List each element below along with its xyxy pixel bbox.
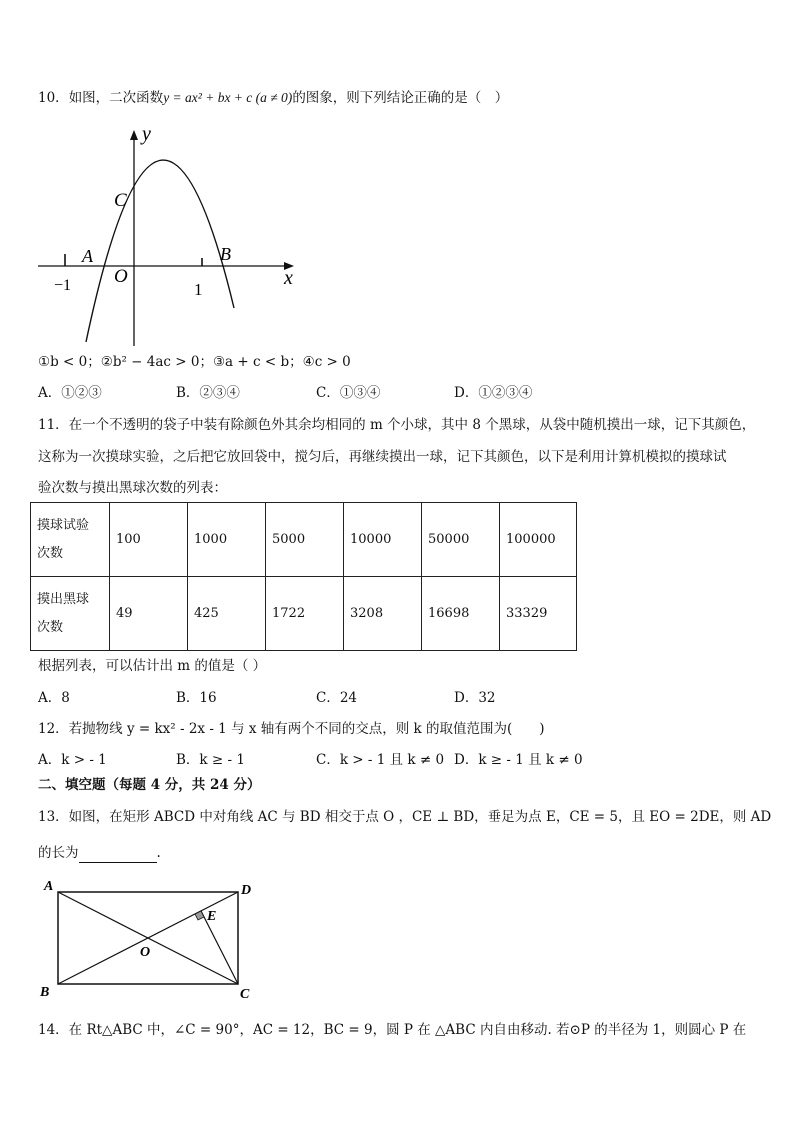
q11-question: 根据列表，可以估计出 m 的值是（ ） bbox=[38, 658, 267, 674]
q11-option-b[interactable]: B．16 bbox=[176, 690, 217, 706]
q13-line2 bbox=[38, 843, 161, 863]
table-cell: 100 bbox=[110, 503, 188, 577]
q13-line2-suffix: . bbox=[156, 845, 161, 861]
table-row bbox=[31, 577, 577, 651]
table-cell: 425 bbox=[188, 577, 266, 651]
one-label: 1 bbox=[194, 280, 203, 299]
point-c-label: C bbox=[114, 190, 127, 211]
point-a-label: A bbox=[82, 246, 93, 266]
table-row bbox=[31, 503, 577, 577]
x-axis-label: x bbox=[284, 267, 293, 289]
section-heading: 二、填空题（每题 4 分，共 24 分） bbox=[38, 777, 261, 793]
q11-line2: 这称为一次摸球实验，之后把它放回袋中，搅匀后，再继续摸出一球，记下其颜色，以下是利用计算机模拟的摸球试 bbox=[38, 449, 727, 465]
table-cell: 1000 bbox=[188, 503, 266, 577]
table-cell: 50000 bbox=[422, 503, 500, 577]
q12-stem: 12．若抛物线 y = kx² - 2x - 1 与 x 轴有两个不同的交点，则 k 的取值范围为( ) bbox=[38, 721, 545, 737]
q10-number: 10． bbox=[38, 90, 69, 106]
q10-text-before: 如图，二次函数 bbox=[68, 90, 164, 106]
q14-stem: 14．在 Rt△ABC 中，∠C = 90°，AC = 12，BC = 9，圆 P 在 △ABC 内自由移动. 若⊙P 的半径为 1，则圆心 P 在 bbox=[38, 1022, 747, 1038]
q13-line2-prefix: 的长为 bbox=[38, 845, 79, 861]
parabola-graph bbox=[34, 118, 304, 350]
vertex-a-label: A bbox=[44, 879, 54, 894]
table-header-line: 摸出黑球 bbox=[37, 591, 90, 607]
q11-option-c[interactable]: C．24 bbox=[316, 690, 358, 706]
q10-stem bbox=[38, 88, 508, 108]
table-cell: 5000 bbox=[266, 503, 344, 577]
answer-blank[interactable] bbox=[79, 846, 157, 863]
q12-option-d[interactable]: D．k ≥ - 1 且 k ≠ 0 bbox=[454, 752, 583, 768]
q12-option-c[interactable]: C．k > - 1 且 k ≠ 0 bbox=[316, 752, 445, 768]
table-header-line: 次数 bbox=[37, 619, 64, 635]
q10-text-after: 的图象，则下列结论正确的是（ ） bbox=[292, 90, 509, 106]
q11-line3: 验次数与摸出黑球次数的列表： bbox=[38, 480, 227, 496]
table-header-line: 摸球试验 bbox=[37, 517, 90, 533]
table-header-line: 次数 bbox=[37, 545, 64, 561]
q10-option-c[interactable]: C．①③④ bbox=[316, 385, 381, 401]
rectangle-figure bbox=[36, 872, 262, 1004]
table-cell: 16698 bbox=[422, 577, 500, 651]
point-e-label: E bbox=[207, 909, 217, 924]
table-header-cell bbox=[31, 577, 110, 651]
q10-option-a[interactable]: A．①②③ bbox=[38, 385, 102, 401]
y-axis-arrow-icon bbox=[130, 130, 138, 140]
table-cell: 33329 bbox=[500, 577, 577, 651]
neg1-label: −1 bbox=[54, 277, 72, 294]
q11-option-d[interactable]: D．32 bbox=[454, 690, 496, 706]
point-b-label: B bbox=[220, 244, 231, 264]
q10-option-d[interactable]: D．①②③④ bbox=[454, 385, 533, 401]
parabola-curve bbox=[86, 160, 234, 342]
table-cell: 10000 bbox=[344, 503, 422, 577]
q11-line1: 11．在一个不透明的袋子中装有除颜色外其余均相同的 m 个小球，其中 8 个黑球，从袋中随机摸出一球，记下其颜色， bbox=[38, 417, 756, 433]
q10-formula: y = ax² + bx + c (a ≠ 0) bbox=[163, 90, 293, 105]
q12-option-b[interactable]: B．k ≥ - 1 bbox=[176, 752, 245, 768]
table-cell: 1722 bbox=[266, 577, 344, 651]
table-header-cell bbox=[31, 503, 110, 577]
q10-conclusions: ①b < 0；②b² − 4ac > 0；③a + c < b；④c > 0 bbox=[38, 354, 351, 370]
q10-option-b[interactable]: B．②③④ bbox=[176, 385, 240, 401]
vertex-c-label: C bbox=[240, 987, 250, 1002]
table-cell: 3208 bbox=[344, 577, 422, 651]
vertex-d-label: D bbox=[241, 883, 252, 898]
table-cell: 49 bbox=[110, 577, 188, 651]
q11-table bbox=[30, 502, 577, 651]
q11-option-a[interactable]: A．8 bbox=[38, 690, 70, 706]
q12-option-a[interactable]: A．k > - 1 bbox=[38, 752, 107, 768]
origin-label: O bbox=[114, 266, 128, 287]
q13-line1: 13．如图，在矩形 ABCD 中对角线 AC 与 BD 相交于点 O ，CE ⊥ BD，垂足为点 E，CE = 5，且 EO = 2DE，则 AD bbox=[38, 809, 772, 825]
vertex-b-label: B bbox=[40, 985, 50, 1000]
point-o-label: O bbox=[140, 945, 151, 960]
right-angle-mark-icon bbox=[195, 911, 204, 920]
table-cell: 100000 bbox=[500, 503, 577, 577]
y-axis-label: y bbox=[142, 123, 151, 145]
